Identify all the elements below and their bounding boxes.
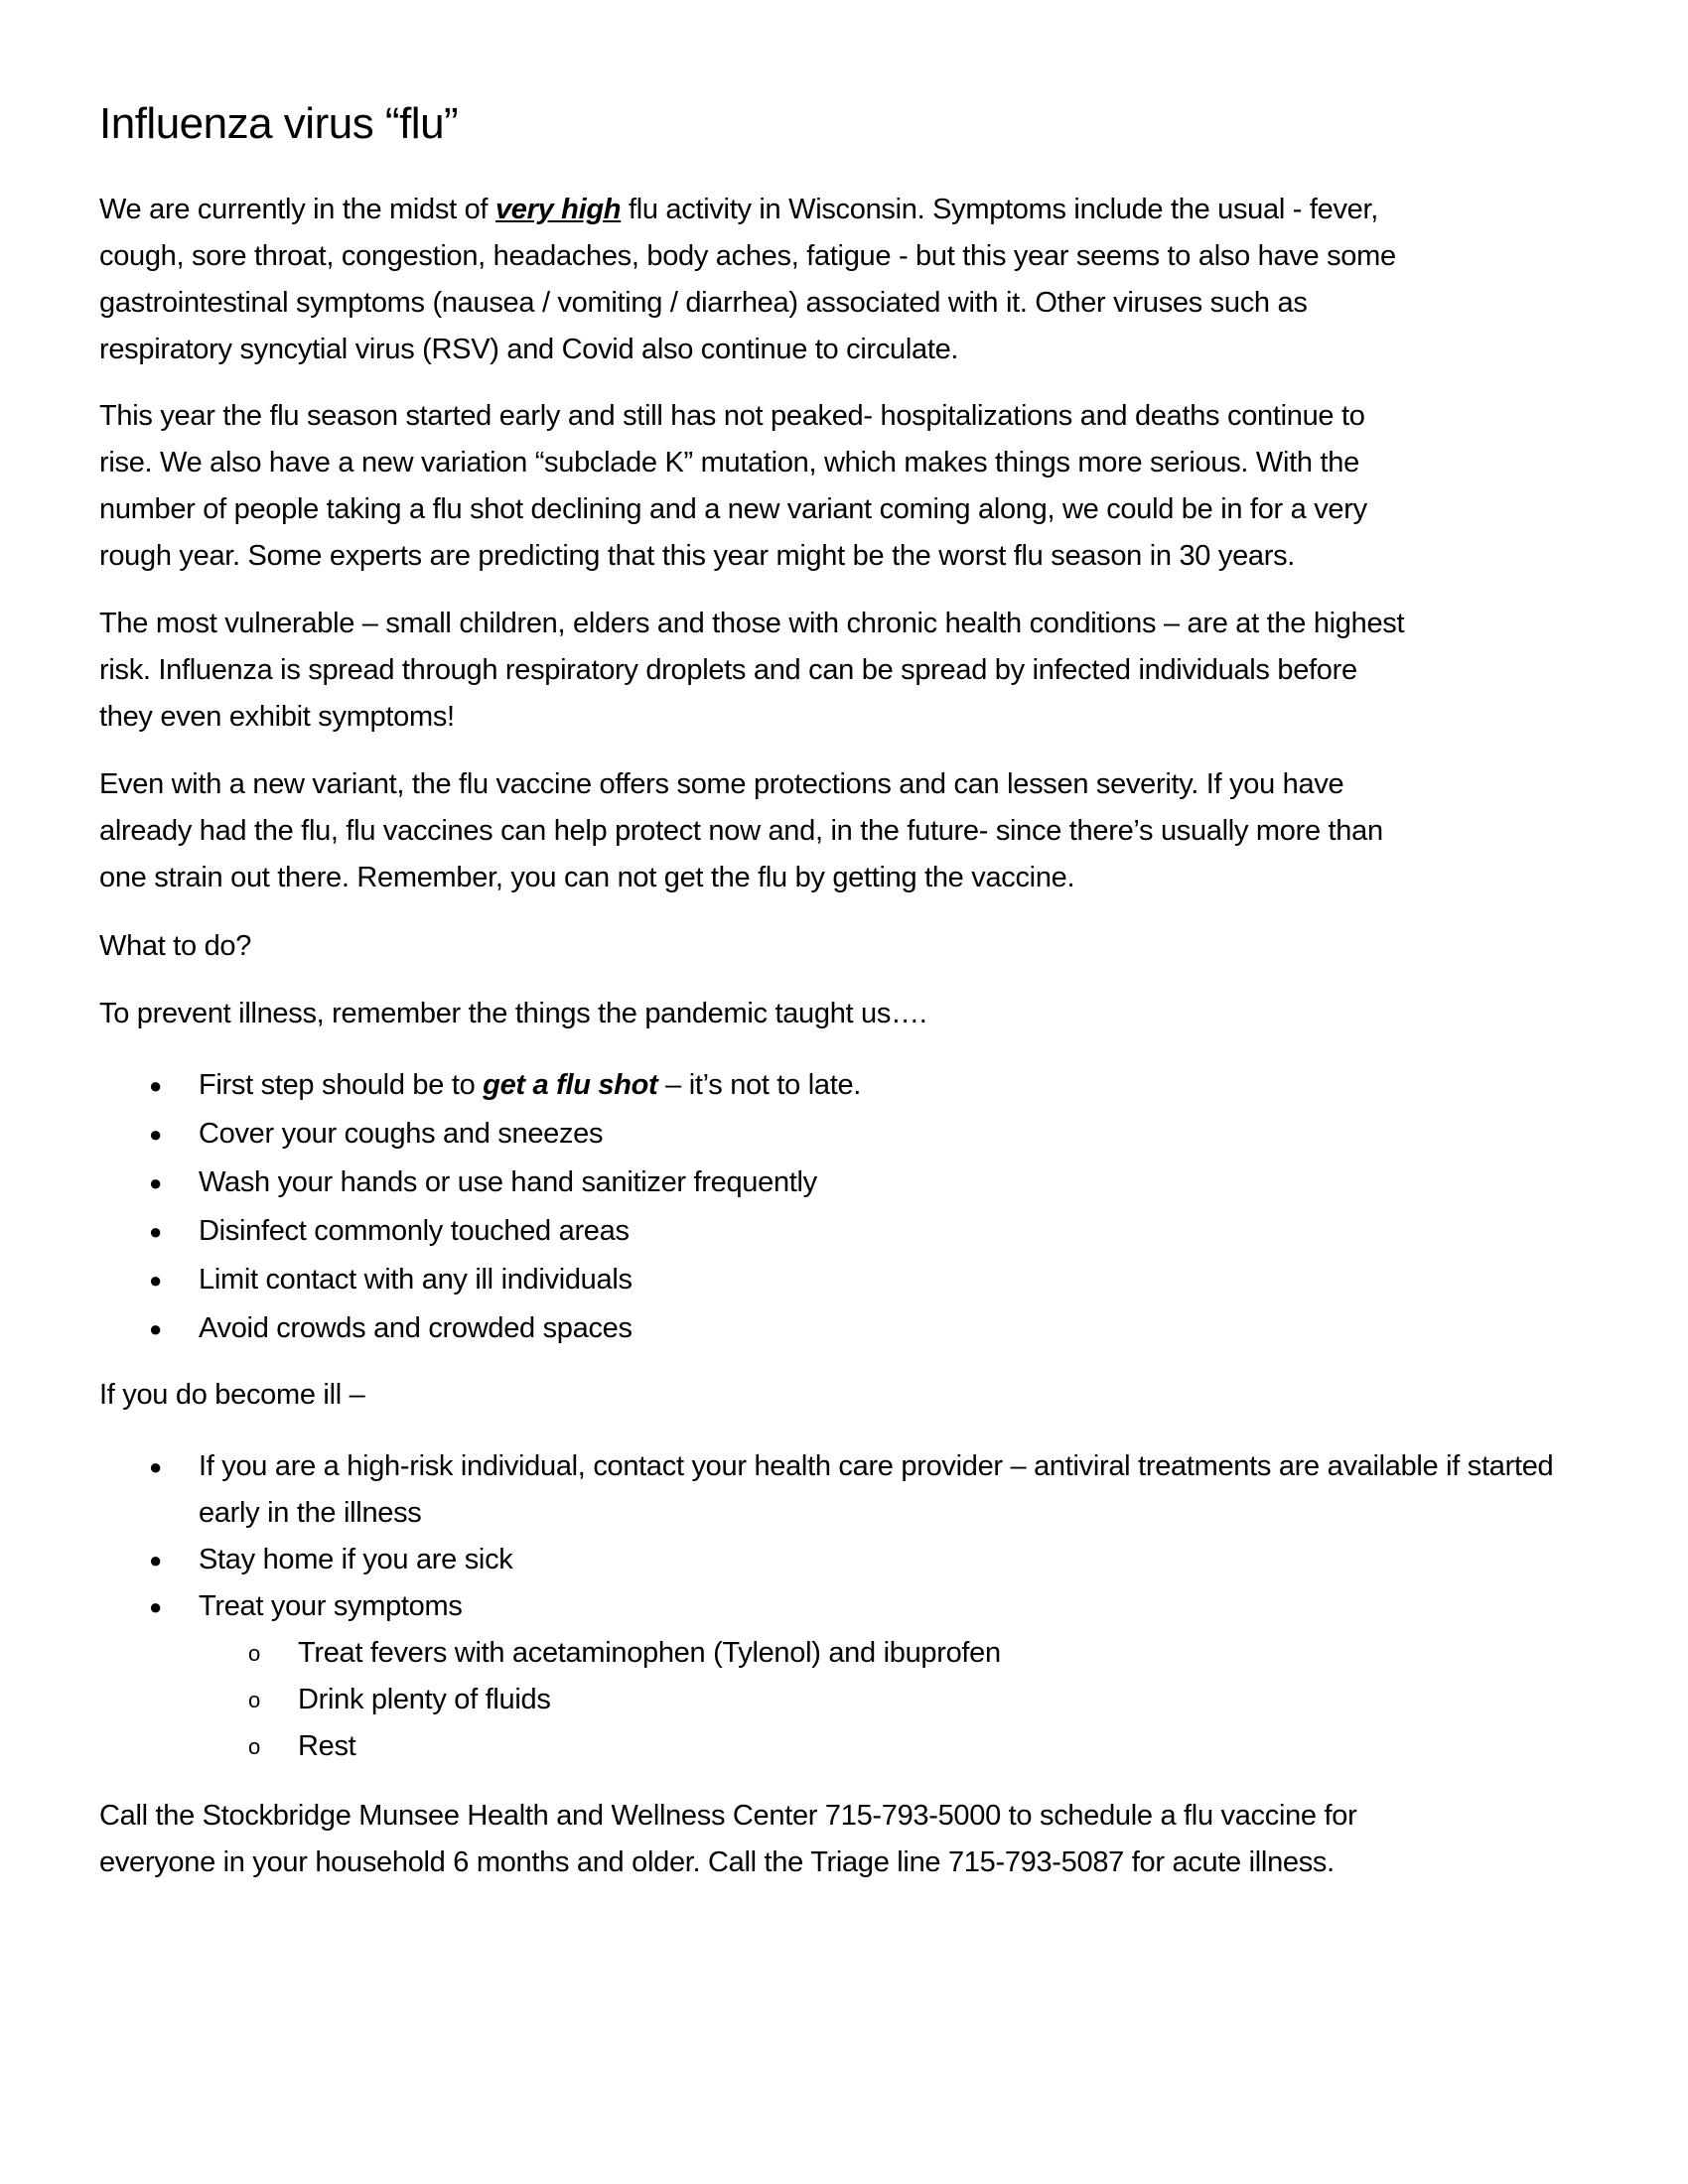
list-item-text: Drink plenty of fluids (298, 1684, 551, 1715)
ill-intro: If you do become ill – (99, 1379, 365, 1411)
bullet-icon: ● (149, 1122, 162, 1147)
bullet-icon: ● (149, 1594, 162, 1619)
list-item-text: Avoid crowds and crowded spaces (199, 1312, 633, 1344)
list-item (99, 1110, 861, 1159)
sub-list-item (99, 1677, 1569, 1723)
list-item-text: Treat your symptoms (199, 1590, 463, 1622)
list-item-text: Rest (298, 1730, 356, 1762)
hollow-bullet-icon: o (248, 1688, 260, 1712)
paragraph-line: risk. Influenza is spread through respiratory droplets and can be spread by infected individuals before (99, 654, 1357, 686)
paragraph-line: Even with a new variant, the flu vaccine offers some protections and can lessen severity. If you have (99, 768, 1344, 800)
prevent-list (99, 1061, 861, 1353)
text-run: – it’s not to late. (657, 1069, 862, 1101)
bullet-icon: ● (149, 1454, 162, 1479)
paragraph-line: respiratory syncytial virus (RSV) and Covid also continue to circulate. (99, 334, 959, 365)
paragraph-line: one strain out there. Remember, you can not get the flu by getting the vaccine. (99, 862, 1075, 893)
list-item-text: Stay home if you are sick (199, 1544, 513, 1575)
paragraph-line: everyone in your household 6 months and older. Call the Triage line 715-793-5087 for acute illness. (99, 1846, 1335, 1878)
bullet-icon: ● (149, 1219, 162, 1244)
hollow-bullet-icon: o (248, 1734, 260, 1759)
paragraph-line (99, 187, 1589, 233)
closing-contact-info (99, 1793, 1589, 1886)
list-item (99, 1256, 861, 1304)
paragraph-line: cough, sore throat, congestion, headaches, body aches, fatigue - but this year seems to also have some (99, 240, 1396, 272)
text-run: First step should be to (199, 1069, 484, 1101)
paragraph-line: rough year. Some experts are predicting that this year might be the worst flu season in 30 years. (99, 540, 1296, 572)
sub-list-item (99, 1723, 1569, 1770)
list-item (99, 1061, 861, 1110)
heading-what-to-do: What to do? (99, 930, 252, 962)
list-item-text: Treat fevers with acetaminophen (Tylenol) and ibuprofen (298, 1637, 1001, 1669)
list-item (99, 1537, 1569, 1583)
hollow-bullet-icon: o (248, 1641, 260, 1666)
ill-list (99, 1443, 1569, 1770)
list-item (99, 1159, 861, 1207)
sub-list-item (99, 1630, 1569, 1677)
list-item (99, 1443, 1569, 1537)
bullet-icon: ● (149, 1073, 162, 1098)
paragraph-vulnerable (99, 601, 1589, 741)
paragraph-vaccine (99, 761, 1589, 901)
emphasis-get-flu-shot: get a flu shot (483, 1069, 658, 1101)
list-item (99, 1207, 861, 1256)
list-item (99, 1583, 1569, 1630)
bullet-icon: ● (149, 1170, 162, 1195)
list-item-text: Disinfect commonly touched areas (199, 1215, 630, 1247)
text-run: We are currently in the midst of (99, 194, 495, 225)
list-item-text: Limit contact with any ill individuals (199, 1264, 633, 1296)
paragraph-line: gastrointestinal symptoms (nausea / vomiting / diarrhea) associated with it. Other viruses such as (99, 287, 1308, 319)
paragraph-flu-activity (99, 187, 1589, 373)
list-item-text: Wash your hands or use hand sanitizer frequently (199, 1166, 817, 1198)
paragraph-line: Call the Stockbridge Munsee Health and Wellness Center 715-793-5000 to schedule a flu vaccine for (99, 1800, 1357, 1832)
paragraph-line: they even exhibit symptoms! (99, 701, 455, 733)
text-run: flu activity in Wisconsin. Symptoms include the usual - fever, (621, 194, 1378, 225)
list-item-text: Cover your coughs and sneezes (199, 1118, 604, 1150)
bullet-icon: ● (149, 1548, 162, 1572)
list-item-text: If you are a high-risk individual, contact your health care provider – antiviral treatments are available if started early in the illness (199, 1450, 1554, 1529)
paragraph-flu-season (99, 393, 1589, 580)
list-item (99, 1304, 861, 1353)
emphasis-very-high: very high (494, 194, 622, 225)
document-title: Influenza virus “flu” (99, 99, 459, 148)
paragraph-line: The most vulnerable – small children, elders and those with chronic health conditions – are at the highest (99, 608, 1405, 639)
paragraph-line: This year the flu season started early and still has not peaked- hospitalizations and deaths continue to (99, 400, 1365, 432)
paragraph-line: already had the flu, flu vaccines can help protect now and, in the future- since there’s usually more than (99, 815, 1383, 847)
bullet-icon: ● (149, 1268, 162, 1293)
paragraph-line: number of people taking a flu shot declining and a new variant coming along, we could be in for a very (99, 493, 1367, 525)
paragraph-line: rise. We also have a new variation “subclade K” mutation, which makes things more serious. With the (99, 447, 1359, 478)
bullet-icon: ● (149, 1316, 162, 1341)
prevent-intro: To prevent illness, remember the things the pandemic taught us…. (99, 998, 927, 1029)
